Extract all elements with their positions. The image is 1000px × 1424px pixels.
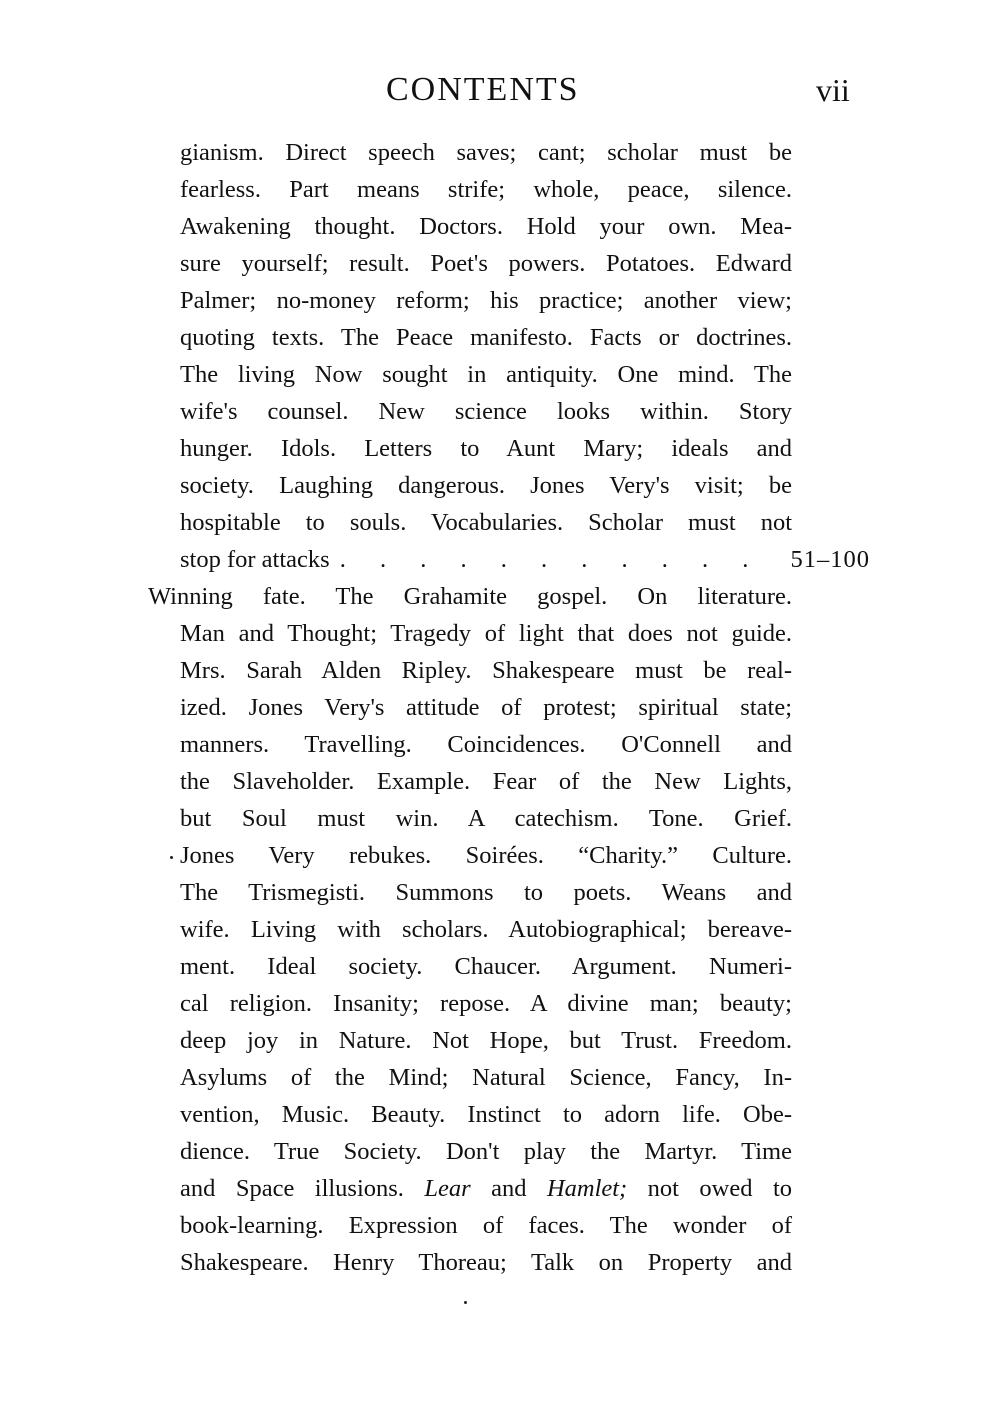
entry-line: quoting texts. The Peace manifesto. Facts or doctrines. xyxy=(180,324,792,351)
entry-line: ment. Ideal society. Chaucer. Argument. Numeri- xyxy=(180,953,792,980)
entry-line: dience. True Society. Don't play the Martyr. Time xyxy=(180,1138,792,1165)
entry-final-text: stop for attacks xyxy=(180,546,330,573)
page-range: 51–100 xyxy=(790,546,870,573)
entry-line: fearless. Part means strife; whole, peace, silence. xyxy=(180,176,792,203)
entry-line: Winning fate. The Grahamite gospel. On literature. xyxy=(148,583,792,610)
entry-line: ized. Jones Very's attitude of protest; spiritual state; xyxy=(180,694,792,721)
text-span: and xyxy=(470,1175,547,1202)
entry-line: Awakening thought. Doctors. Hold your own. Mea- xyxy=(180,213,792,240)
entry-line: book-learning. Expression of faces. The wonder of xyxy=(180,1212,792,1239)
entry-line: The Trismegisti. Summons to poets. Weans and xyxy=(180,879,792,906)
entry-line: but Soul must win. A catechism. Tone. Grief. xyxy=(180,805,792,832)
page-number: vii xyxy=(816,72,850,108)
entry-line: Asylums of the Mind; Natural Science, Fancy, In- xyxy=(180,1064,792,1091)
entry-line: wife's counsel. New science looks within. Story xyxy=(180,398,792,425)
running-head xyxy=(0,68,1000,112)
entry-line: Palmer; no-money reform; his practice; another view; xyxy=(180,287,792,314)
entry-final-line xyxy=(180,541,870,578)
entry-line: Mrs. Sarah Alden Ripley. Shakespeare must be real- xyxy=(180,657,792,684)
entry-line: wife. Living with scholars. Autobiographical; bereave- xyxy=(180,916,792,943)
entry-line: Man and Thought; Tragedy of light that does not guide. xyxy=(180,620,792,647)
entry-line: The living Now sought in antiquity. One mind. The xyxy=(180,361,792,388)
entry-line: manners. Travelling. Coincidences. O'Connell and xyxy=(180,731,792,758)
italic-title-hamlet: Hamlet; xyxy=(546,1175,628,1202)
entry-line: cal religion. Insanity; repose. A divine man; beauty; xyxy=(180,990,792,1017)
entry-line: hunger. Idols. Letters to Aunt Mary; ideals and xyxy=(180,435,792,462)
entry-line: hospitable to souls. Vocabularies. Scholar must not xyxy=(180,509,792,536)
entry-line: society. Laughing dangerous. Jones Very's visit; be xyxy=(180,472,792,499)
text-span: and Space illusions. xyxy=(180,1175,425,1202)
entry-line-with-italics xyxy=(180,1170,792,1207)
entry-line: deep joy in Nature. Not Hope, but Trust. Freedom. xyxy=(180,1027,792,1054)
page-title: CONTENTS xyxy=(386,71,580,108)
dot-leader: . . . . . . . . . . . xyxy=(339,546,763,573)
entry-line: vention, Music. Beauty. Instinct to adorn life. Obe- xyxy=(180,1101,792,1128)
text-span: not owed to xyxy=(627,1175,792,1202)
entry-line: gianism. Direct speech saves; cant; scholar must be xyxy=(180,139,792,166)
print-speck xyxy=(464,1301,467,1304)
print-speck xyxy=(170,856,173,859)
italic-title-lear: Lear xyxy=(424,1175,471,1202)
entry-line: the Slaveholder. Example. Fear of the New Lights, xyxy=(180,768,792,795)
entry-line: Shakespeare. Henry Thoreau; Talk on Property and xyxy=(180,1249,792,1276)
entry-line: sure yourself; result. Poet's powers. Potatoes. Edward xyxy=(180,250,792,277)
entry-line: Jones Very rebukes. Soirées. “Charity.” Culture. xyxy=(180,842,792,869)
